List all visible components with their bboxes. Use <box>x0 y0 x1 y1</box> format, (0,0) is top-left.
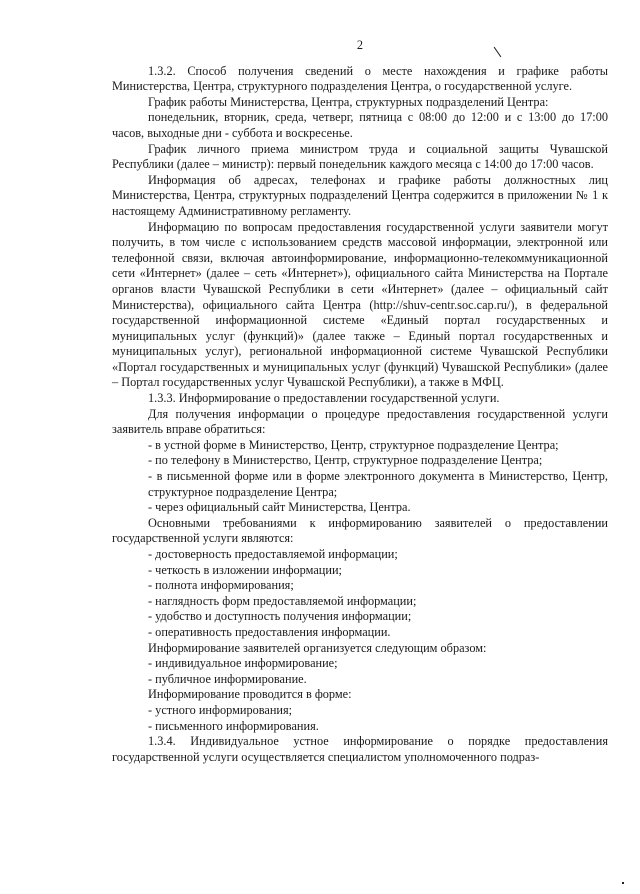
paragraph: Информация об адресах, телефонах и графике работы должностных лиц Министерства, Центра, структурных подразделений Центра содержится в приложении № 1 к настоящему Административному регламенту. <box>112 172 608 218</box>
list-item: - в письменной форме или в форме электронного документа в Министерство, Центр, структурное подразделение Центра; <box>148 469 608 499</box>
list-item: - в устной форме в Министерство, Центр, структурное подразделение Центра; <box>148 437 559 452</box>
list-item: - индивидуальное информирование; <box>148 656 338 671</box>
paragraph: 1.3.4. Индивидуальное устное информирование о порядке предоставления государственной услуги осуществляется специалистом уполномоченного подраз- <box>112 734 608 764</box>
paragraph: Информирование заявителей организуется следующим образом: <box>148 640 487 655</box>
list-item: - наглядность форм предоставляемой информации; <box>148 593 417 608</box>
paragraph: Информирование проводится в форме: <box>148 687 352 702</box>
paragraph: 1.3.3. Информирование о предоставлении государственной услуги. <box>148 391 500 406</box>
paragraph: Основными требованиями к информированию заявителей о предоставлении государственной услуги являются: <box>112 515 608 546</box>
paragraph: понедельник, вторник, среда, четверг, пятница с 08:00 до 12:00 и с 13:00 до 17:00 часов, выходные дни - суббота и воскресенье. <box>112 110 608 140</box>
list-item: - достоверность предоставляемой информации; <box>148 547 398 561</box>
paragraph: График личного приема министром труда и социальной защиты Чувашской Республики (далее – министр): первый понедельник каждого месяца с 14:00 до 17:00 часов. <box>112 141 608 172</box>
list-item: - через официальный сайт Министерства, Центра. <box>148 500 411 515</box>
list-item: - оперативность предоставления информации. <box>148 624 391 639</box>
paragraph: График работы Министерства, Центра, структурных подразделений Центра: <box>148 94 549 109</box>
paragraph: 1.3.2. Способ получения сведений о месте нахождения и графике работы Министерства, Центра, структурного подразделения Центра, о государственной услуге. <box>112 63 608 94</box>
list-item: - по телефону в Министерство, Центр, структурное подразделение Центра; <box>148 453 543 468</box>
scan-dot <box>622 882 624 884</box>
list-item: - полнота информирования; <box>148 578 294 593</box>
list-item: - четкость в изложении информации; <box>148 562 342 577</box>
list-item: - письменного информирования. <box>148 718 319 733</box>
list-item: - устного информирования; <box>148 702 293 717</box>
list-item: - удобство и доступность получения информации; <box>148 609 412 624</box>
document-body <box>112 64 608 766</box>
list-item: - публичное информирование. <box>148 671 307 686</box>
page-number: 2 <box>356 38 364 52</box>
paragraph: Информацию по вопросам предоставления государственной услуги заявители могут получить, в том числе с использованием средств массовой информации, электронной или телефонной связи, включая автоинформирование, информационно-телекоммуникационной сети «Интернет» (далее – сеть «Интернет»), официального сайта Министерства на Портале органов власти Чувашской Республики в сети «Интернет» (далее – официальный сайт Министерства), официального сайта Центра (http://shuv-centr.soc.cap.ru/), в федеральной государственной информационной системе «Единый портал государственных и муниципальных услуг (функций)» (далее также – Единый портал государственных и муниципальных услуг), региональной информационной системе Чувашской Республики «Портал государственных и муниципальных услуг (функций) Чувашской Республики» (далее – Портал государственных услуг Чувашской Республики), а также в МФЦ. <box>112 219 608 390</box>
paragraph: Для получения информации о процедуре предоставления государственной услуги заявитель вправе обратиться: <box>112 406 608 437</box>
document-page <box>112 38 608 765</box>
